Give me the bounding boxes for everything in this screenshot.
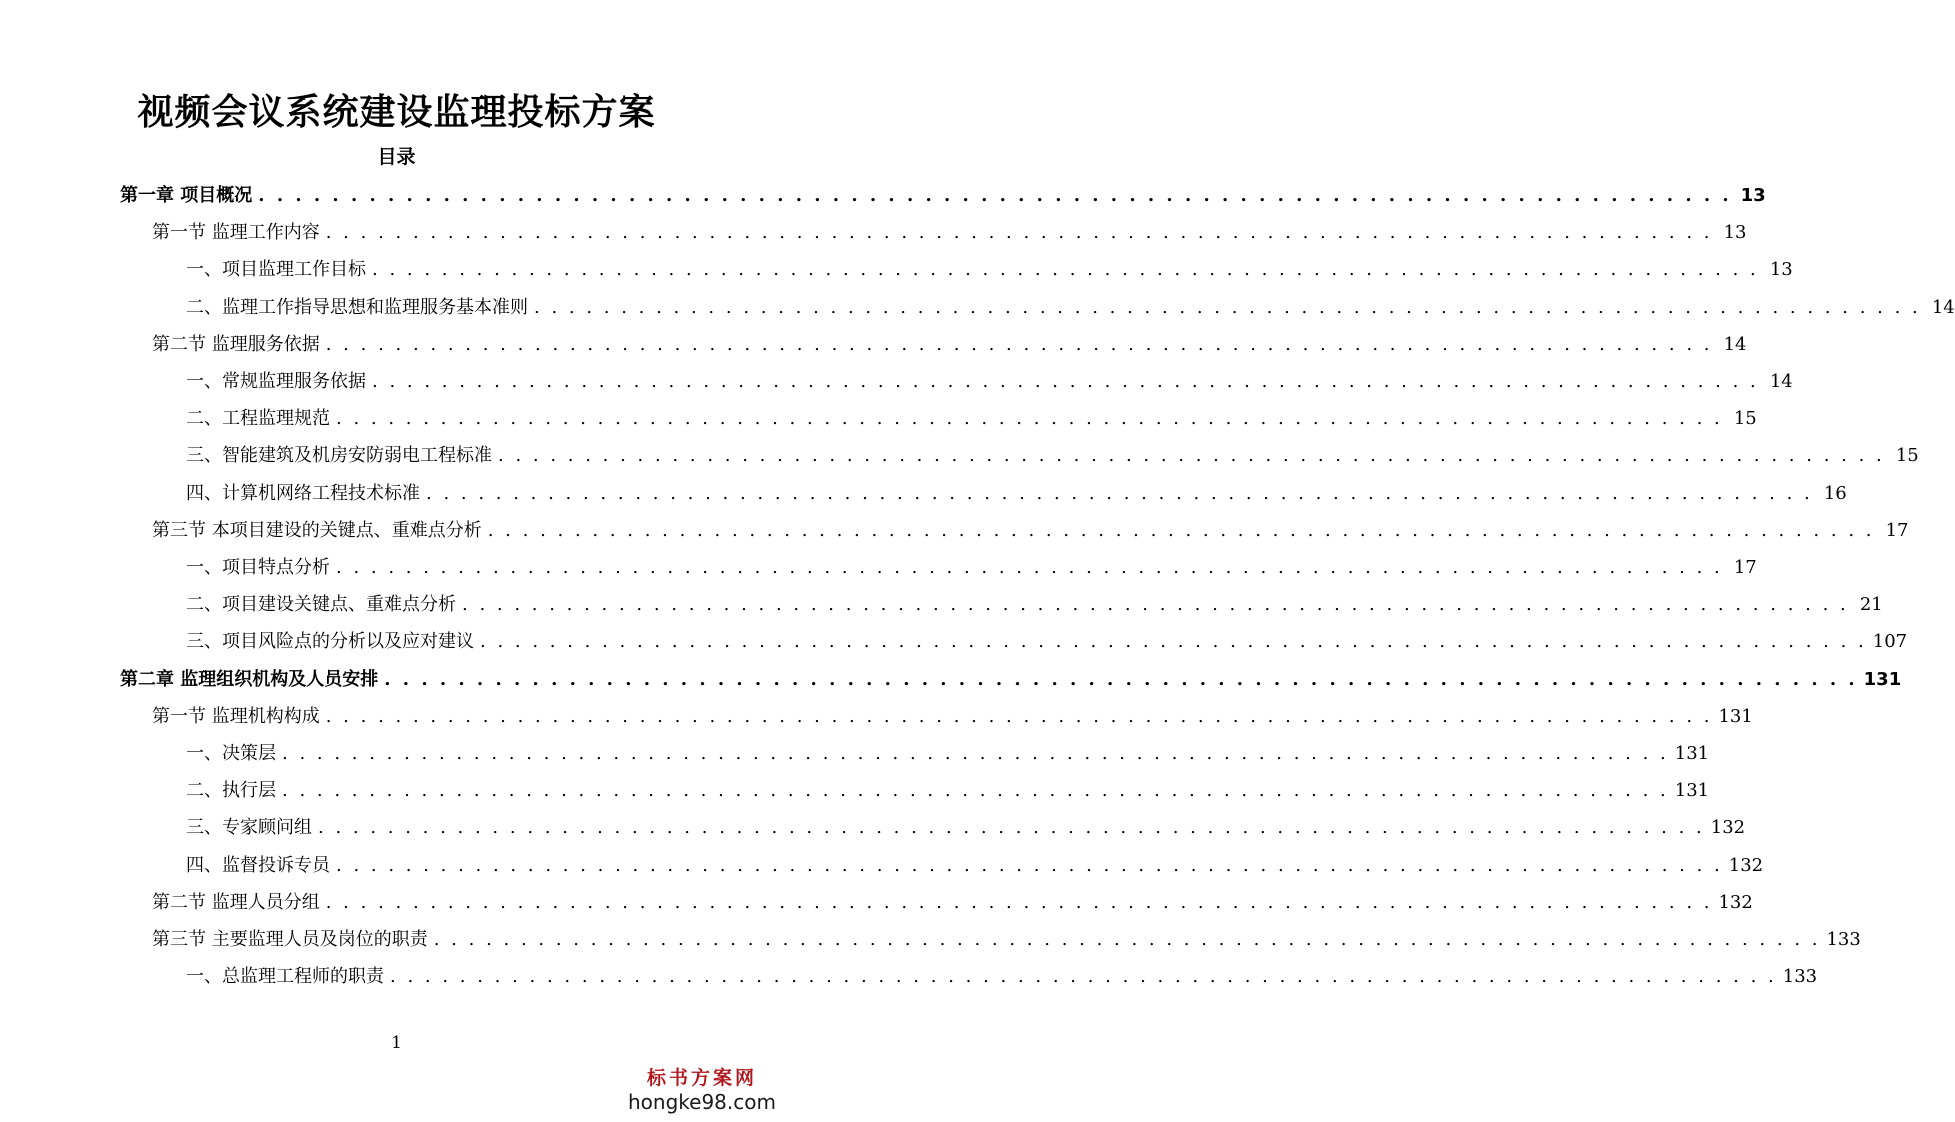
toc-entry[interactable] (186, 399, 1757, 431)
watermark-url: hongke98.com (628, 1090, 776, 1114)
toc-entry-page: 133 (1782, 966, 1818, 988)
toc-dot-leader: . . . . . . . . . . . . . . . . . . . . . . . . . . . . . . . . . . . . . . . . . . . . . . . . . . . . . . . . . . . . . . . . . . . . . . . . . . . . . . . . (318, 817, 1705, 839)
toc-entry[interactable] (152, 883, 1753, 915)
toc-dot-leader: . . . . . . . . . . . . . . . . . . . . . . . . . . . . . . . . . . . . . . . . . . . . . . . . . . . . . . . . . . . . . . . . . . . . . . . . . . . . . . . . (336, 557, 1723, 578)
toc-dot-leader: . . . . . . . . . . . . . . . . . . . . . . . . . . . . . . . . . . . . . . . . . . . . . . . . . . . . . . . . . . . . . . . . . . . . . . . . . . . . . . . . (336, 854, 1723, 876)
toc-entry-page: 17 (1733, 557, 1757, 578)
toc-dot-leader: . . . . . . . . . . . . . . . . . . . . . . . . . . . . . . . . . . . . . . . . . . . . . . . . . . . . . . . . . . . . . . . . . . . . . . . . . . . . . . . . (433, 929, 1821, 950)
toc-entry[interactable] (186, 585, 1883, 617)
toc-dot-leader: . . . . . . . . . . . . . . . . . . . . . . . . . . . . . . . . . . . . . . . . . . . . . . . . . . . . . . . . . . . . . . . . . . . . . . . . . . . . . . . . (258, 185, 1732, 206)
toc-entry-label: 第一节 监理机构构成 (152, 705, 320, 727)
toc-entry[interactable] (186, 548, 1757, 580)
toc-entry[interactable] (152, 213, 1747, 245)
toc-entry-page: 17 (1885, 519, 1909, 541)
toc-dot-leader: . . . . . . . . . . . . . . . . . . . . . . . . . . . . . . . . . . . . . . . . . . . . . . . . . . . . . . . . . . . . . . . . . . . . . . . . . . . . . . . . (487, 519, 1875, 541)
toc-dot-leader: . . . . . . . . . . . . . . . . . . . . . . . . . . . . . . . . . . . . . . . . . . . . . . . . . . . . . . . . . . . . . . . . . . . . . . . . . . . . . . . . (282, 743, 1669, 764)
toc-entry[interactable] (186, 808, 1746, 840)
toc-dot-leader: . . . . . . . . . . . . . . . . . . . . . . . . . . . . . . . . . . . . . . . . . . . . . . . . . . . . . . . . . . . . . . . . . . . . . . . . . . . . . . . . (372, 259, 1759, 281)
toc-dot-leader: . . . . . . . . . . . . . . . . . . . . . . . . . . . . . . . . . . . . . . . . . . . . . . . . . . . . . . . . . . . . . . . . . . . . . . . . . . . . . . . . (372, 371, 1759, 392)
toc-entry-label: 三、专家顾问组 (186, 817, 312, 839)
toc-dot-leader: . . . . . . . . . . . . . . . . . . . . . . . . . . . . . . . . . . . . . . . . . . . . . . . . . . . . . . . . . . . . . . . . . . . . . . . . . . . . . . . . (426, 482, 1813, 504)
toc-dot-leader: . . . . . . . . . . . . . . . . . . . . . . . . . . . . . . . . . . . . . . . . . . . . . . . . . . . . . . . . . . . . . . . . . . . . . . . . . . . . . . . . (325, 222, 1713, 244)
toc-entry-page: 132 (1710, 817, 1746, 839)
toc-entry-label: 第三节 本项目建设的关键点、重难点分析 (152, 519, 482, 541)
toc-dot-leader: . . . . . . . . . . . . . . . . . . . . . . . . . . . . . . . . . . . . . . . . . . . . . . . . . . . . . . . . . . . . . . . . . . . . . . . . . . . . . . . . (325, 705, 1713, 727)
toc-entry[interactable] (186, 362, 1793, 394)
toc-entry-page: 132 (1718, 891, 1753, 913)
toc-entry-label: 第一章 项目概况 (120, 185, 253, 206)
toc-dot-leader: . . . . . . . . . . . . . . . . . . . . . . . . . . . . . . . . . . . . . . . . . . . . . . . . . . . . . . . . . . . . . . . . . . . . . . . . . . . . . . . . (384, 668, 1858, 690)
toc-entry[interactable] (152, 697, 1753, 729)
toc-entry-label: 一、常规监理服务依据 (186, 371, 366, 392)
toc-entry-label: 二、工程监理规范 (186, 408, 330, 430)
toc-entry-label: 第三节 主要监理人员及岗位的职责 (152, 929, 428, 950)
toc-entry[interactable] (186, 250, 1793, 282)
toc-entry-page: 131 (1863, 668, 1902, 690)
toc-entry-label: 二、执行层 (186, 780, 276, 802)
toc-entry-label: 一、总监理工程师的职责 (186, 966, 384, 988)
page-number: 1 (391, 1033, 402, 1053)
toc-entry-page: 131 (1674, 780, 1710, 802)
toc-entry-label: 三、项目风险点的分析以及应对建议 (186, 631, 474, 653)
toc-entry[interactable] (152, 511, 1909, 543)
toc-entry-page: 133 (1826, 929, 1861, 950)
toc-entry[interactable] (186, 622, 1908, 654)
toc-entry-page: 14 (1723, 333, 1747, 355)
toc-entry-page: 15 (1895, 445, 1919, 467)
toc-entry-label: 四、监督投诉专员 (186, 854, 330, 876)
toc-entry[interactable] (186, 436, 1919, 468)
toc-entry[interactable] (186, 288, 1955, 320)
toc-entry-label: 四、计算机网络工程技术标准 (186, 482, 420, 504)
toc-entry[interactable] (186, 957, 1818, 989)
toc-entry[interactable] (120, 176, 1766, 208)
toc-entry-label: 三、智能建筑及机房安防弱电工程标准 (186, 445, 492, 467)
toc-entry-page: 107 (1872, 631, 1908, 653)
toc-dot-leader: . . . . . . . . . . . . . . . . . . . . . . . . . . . . . . . . . . . . . . . . . . . . . . . . . . . . . . . . . . . . . . . . . . . . . . . . . . . . . . . . (480, 631, 1867, 653)
toc-entry[interactable] (152, 325, 1747, 357)
toc-entry[interactable] (186, 474, 1847, 506)
toc-entry-page: 13 (1740, 185, 1766, 206)
toc-entry-page: 13 (1769, 259, 1793, 281)
toc-heading: 目录 (377, 146, 416, 168)
toc-entry-label: 第二节 监理人员分组 (152, 891, 320, 913)
toc-dot-leader: . . . . . . . . . . . . . . . . . . . . . . . . . . . . . . . . . . . . . . . . . . . . . . . . . . . . . . . . . . . . . . . . . . . . . . . . . . . . . . . . (462, 594, 1849, 616)
toc-dot-leader: . . . . . . . . . . . . . . . . . . . . . . . . . . . . . . . . . . . . . . . . . . . . . . . . . . . . . . . . . . . . . . . . . . . . . . . . . . . . . . . . (282, 780, 1669, 802)
toc-entry-label: 二、监理工作指导思想和监理服务基本准则 (186, 296, 528, 318)
toc-entry-page: 15 (1733, 408, 1757, 430)
toc-entry-page: 13 (1723, 222, 1747, 244)
toc-entry[interactable] (186, 771, 1710, 803)
toc-dot-leader: . . . . . . . . . . . . . . . . . . . . . . . . . . . . . . . . . . . . . . . . . . . . . . . . . . . . . . . . . . . . . . . . . . . . . . . . . . . . . . . . (325, 333, 1713, 355)
toc-entry-page: 131 (1674, 743, 1710, 764)
toc-dot-leader: . . . . . . . . . . . . . . . . . . . . . . . . . . . . . . . . . . . . . . . . . . . . . . . . . . . . . . . . . . . . . . . . . . . . . . . . . . . . . . . . (390, 966, 1777, 988)
toc-entry-label: 第二节 监理服务依据 (152, 333, 320, 355)
toc-entry-label: 二、项目建设关键点、重难点分析 (186, 594, 456, 616)
toc-entry-page: 14 (1931, 296, 1955, 318)
toc-entry-label: 一、决策层 (186, 743, 276, 764)
toc-entry[interactable] (186, 846, 1764, 878)
toc-dot-leader: . . . . . . . . . . . . . . . . . . . . . . . . . . . . . . . . . . . . . . . . . . . . . . . . . . . . . . . . . . . . . . . . . . . . . . . . . . . . . . . . (498, 445, 1885, 467)
toc-dot-leader: . . . . . . . . . . . . . . . . . . . . . . . . . . . . . . . . . . . . . . . . . . . . . . . . . . . . . . . . . . . . . . . . . . . . . . . . . . . . . . . . (325, 891, 1713, 913)
toc-entry[interactable] (186, 734, 1710, 766)
toc-entry[interactable] (152, 920, 1861, 952)
watermark-logo (627, 1066, 777, 1114)
toc-entry-page: 14 (1769, 371, 1793, 392)
toc-entry-page: 131 (1718, 705, 1753, 727)
toc-entry-page: 132 (1728, 854, 1764, 876)
toc-entry-label: 第一节 监理工作内容 (152, 222, 320, 244)
document-title: 视频会议系统建设监理投标方案 (137, 92, 656, 133)
toc-dot-leader: . . . . . . . . . . . . . . . . . . . . . . . . . . . . . . . . . . . . . . . . . . . . . . . . . . . . . . . . . . . . . . . . . . . . . . . . . . . . . . . . (534, 296, 1921, 318)
toc-entry-label: 第二章 监理组织机构及人员安排 (120, 668, 379, 690)
toc-entry-page: 16 (1823, 482, 1847, 504)
watermark-name: 标书方案网 (646, 1067, 757, 1089)
toc-entry-label: 一、项目特点分析 (186, 557, 330, 578)
toc-entry-label: 一、项目监理工作目标 (186, 259, 366, 281)
toc-entry[interactable] (120, 660, 1902, 692)
toc-dot-leader: . . . . . . . . . . . . . . . . . . . . . . . . . . . . . . . . . . . . . . . . . . . . . . . . . . . . . . . . . . . . . . . . . . . . . . . . . . . . . . . . (336, 408, 1723, 430)
toc-entry-page: 21 (1859, 594, 1883, 616)
